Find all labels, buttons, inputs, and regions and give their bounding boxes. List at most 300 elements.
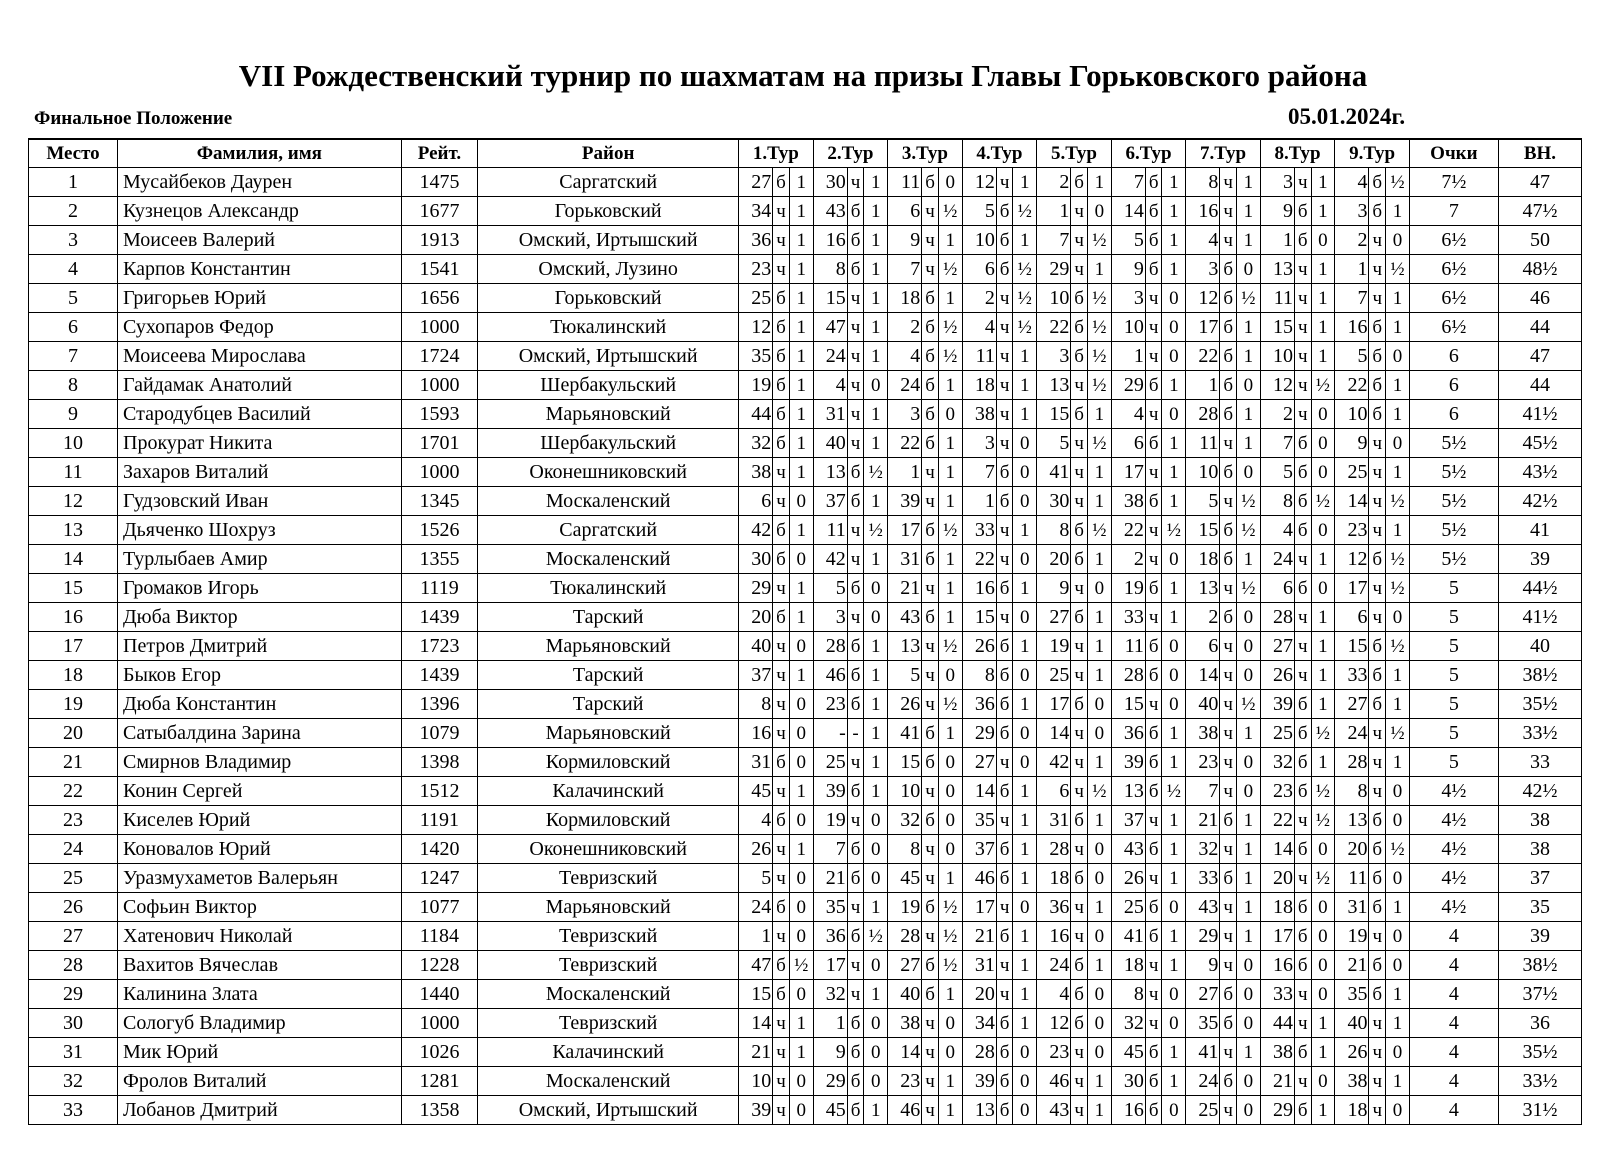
opponent-cell: 10 bbox=[1260, 342, 1294, 371]
result-cell: ½ bbox=[938, 516, 962, 545]
player-name-cell: Хатенович Николай bbox=[118, 922, 402, 951]
points-cell: 5 bbox=[1409, 574, 1498, 603]
color-cell: б bbox=[996, 835, 1013, 864]
result-cell: 1 bbox=[1013, 574, 1037, 603]
color-cell: б bbox=[922, 748, 939, 777]
color-cell: ч bbox=[1294, 255, 1311, 284]
points-cell: 5½ bbox=[1409, 429, 1498, 458]
opponent-cell: 44 bbox=[1260, 1009, 1294, 1038]
opponent-cell: 29 bbox=[1111, 371, 1145, 400]
color-cell: ч bbox=[1369, 1009, 1386, 1038]
color-cell: б bbox=[922, 603, 939, 632]
table-row bbox=[29, 864, 1582, 893]
color-cell: ч bbox=[1294, 661, 1311, 690]
result-cell: 0 bbox=[1311, 574, 1335, 603]
points-cell: 5 bbox=[1409, 719, 1498, 748]
color-cell: б bbox=[1220, 1067, 1237, 1096]
color-cell: ч bbox=[996, 545, 1013, 574]
opponent-cell: 19 bbox=[813, 806, 847, 835]
color-cell: б bbox=[1071, 516, 1088, 545]
header-name: Фамилия, имя bbox=[118, 139, 402, 168]
color-cell: б bbox=[922, 951, 939, 980]
opponent-cell: 13 bbox=[1260, 255, 1294, 284]
result-cell: 0 bbox=[1162, 690, 1186, 719]
result-cell: 0 bbox=[1162, 661, 1186, 690]
color-cell: б bbox=[1294, 922, 1311, 951]
result-cell: ½ bbox=[1236, 516, 1260, 545]
color-cell: б bbox=[1369, 980, 1386, 1009]
opponent-cell: 37 bbox=[739, 661, 773, 690]
result-cell: 1 bbox=[864, 400, 888, 429]
opponent-cell: 41 bbox=[1186, 1038, 1220, 1067]
result-cell: 1 bbox=[1087, 632, 1111, 661]
color-cell: ч bbox=[773, 1009, 790, 1038]
color-cell: б bbox=[1294, 835, 1311, 864]
result-cell: 1 bbox=[1311, 545, 1335, 574]
opponent-cell: 16 bbox=[813, 226, 847, 255]
opponent-cell: 45 bbox=[813, 1096, 847, 1125]
opponent-cell: 33 bbox=[1260, 980, 1294, 1009]
opponent-cell: 22 bbox=[1260, 806, 1294, 835]
color-cell: ч bbox=[1145, 284, 1162, 313]
opponent-cell: 4 bbox=[813, 371, 847, 400]
result-cell: ½ bbox=[1013, 284, 1037, 313]
header-round-7: 7.Тур bbox=[1186, 139, 1261, 168]
result-cell: 0 bbox=[938, 748, 962, 777]
result-cell: 1 bbox=[789, 226, 813, 255]
opponent-cell: 37 bbox=[813, 487, 847, 516]
place-cell: 10 bbox=[29, 429, 118, 458]
result-cell: ½ bbox=[1386, 835, 1410, 864]
result-cell: 0 bbox=[1311, 893, 1335, 922]
color-cell: ч bbox=[1071, 748, 1088, 777]
opponent-cell: 18 bbox=[888, 284, 922, 313]
result-cell: 1 bbox=[1236, 835, 1260, 864]
tiebreak-cell: 33½ bbox=[1498, 1067, 1581, 1096]
result-cell: 1 bbox=[1386, 313, 1410, 342]
color-cell: ч bbox=[1294, 1009, 1311, 1038]
table-row bbox=[29, 922, 1582, 951]
result-cell: ½ bbox=[1236, 574, 1260, 603]
result-cell: 0 bbox=[864, 574, 888, 603]
result-cell: 1 bbox=[789, 342, 813, 371]
points-cell: 5 bbox=[1409, 603, 1498, 632]
result-cell: 1 bbox=[1013, 690, 1037, 719]
district-cell: Тевризский bbox=[478, 922, 739, 951]
opponent-cell: 17 bbox=[1186, 313, 1220, 342]
result-cell: ½ bbox=[1162, 777, 1186, 806]
tiebreak-cell: 47 bbox=[1498, 168, 1581, 197]
opponent-cell: 8 bbox=[962, 661, 996, 690]
opponent-cell: 24 bbox=[813, 342, 847, 371]
opponent-cell: 1 bbox=[1335, 255, 1369, 284]
color-cell: б bbox=[1145, 835, 1162, 864]
opponent-cell: 19 bbox=[1111, 574, 1145, 603]
opponent-cell: 30 bbox=[1037, 487, 1071, 516]
opponent-cell: 20 bbox=[739, 603, 773, 632]
color-cell: б bbox=[922, 516, 939, 545]
result-cell: ½ bbox=[938, 632, 962, 661]
result-cell: 0 bbox=[1236, 1067, 1260, 1096]
player-name-cell: Захаров Виталий bbox=[118, 458, 402, 487]
player-name-cell: Вахитов Вячеслав bbox=[118, 951, 402, 980]
result-cell: 1 bbox=[1013, 516, 1037, 545]
district-cell: Москаленский bbox=[478, 1067, 739, 1096]
opponent-cell: 9 bbox=[1037, 574, 1071, 603]
rating-cell: 1345 bbox=[401, 487, 478, 516]
result-cell: 1 bbox=[1236, 342, 1260, 371]
result-cell: 0 bbox=[1162, 313, 1186, 342]
color-cell: б bbox=[1220, 603, 1237, 632]
opponent-cell: 4 bbox=[1260, 516, 1294, 545]
opponent-cell: 10 bbox=[1111, 313, 1145, 342]
result-cell: 0 bbox=[1236, 777, 1260, 806]
opponent-cell: 11 bbox=[962, 342, 996, 371]
opponent-cell: 25 bbox=[1335, 458, 1369, 487]
color-cell: ч bbox=[847, 893, 864, 922]
result-cell: 1 bbox=[789, 284, 813, 313]
color-cell: б bbox=[1369, 342, 1386, 371]
color-cell: ч bbox=[1145, 458, 1162, 487]
rating-cell: 1656 bbox=[401, 284, 478, 313]
opponent-cell: 38 bbox=[1335, 1067, 1369, 1096]
points-cell: 4½ bbox=[1409, 777, 1498, 806]
opponent-cell: 23 bbox=[1186, 748, 1220, 777]
result-cell: 1 bbox=[938, 371, 962, 400]
opponent-cell: 17 bbox=[1335, 574, 1369, 603]
result-cell: 1 bbox=[1162, 487, 1186, 516]
place-cell: 5 bbox=[29, 284, 118, 313]
color-cell: ч bbox=[1294, 545, 1311, 574]
place-cell: 1 bbox=[29, 168, 118, 197]
color-cell: ч bbox=[1071, 255, 1088, 284]
result-cell: 0 bbox=[1087, 864, 1111, 893]
place-cell: 29 bbox=[29, 980, 118, 1009]
opponent-cell: 45 bbox=[739, 777, 773, 806]
district-cell: Омский, Иртышский bbox=[478, 1096, 739, 1125]
result-cell: 1 bbox=[1087, 255, 1111, 284]
points-cell: 6 bbox=[1409, 342, 1498, 371]
result-cell: 1 bbox=[789, 661, 813, 690]
color-cell: ч bbox=[1071, 632, 1088, 661]
opponent-cell: 10 bbox=[1335, 400, 1369, 429]
result-cell: ½ bbox=[1386, 632, 1410, 661]
opponent-cell: 7 bbox=[888, 255, 922, 284]
color-cell: ч bbox=[1294, 603, 1311, 632]
color-cell: ч bbox=[1071, 893, 1088, 922]
result-cell: 0 bbox=[938, 777, 962, 806]
result-cell: ½ bbox=[1087, 284, 1111, 313]
points-cell: 7 bbox=[1409, 197, 1498, 226]
result-cell: 1 bbox=[864, 487, 888, 516]
result-cell: ½ bbox=[1087, 342, 1111, 371]
color-cell: ч bbox=[922, 661, 939, 690]
result-cell: 0 bbox=[1013, 748, 1037, 777]
result-cell: 1 bbox=[1162, 168, 1186, 197]
result-cell: 1 bbox=[864, 1096, 888, 1125]
color-cell: ч bbox=[773, 719, 790, 748]
player-name-cell: Карпов Константин bbox=[118, 255, 402, 284]
result-cell: ½ bbox=[1087, 371, 1111, 400]
result-cell: 1 bbox=[1386, 980, 1410, 1009]
table-row bbox=[29, 574, 1582, 603]
result-cell: 1 bbox=[864, 719, 888, 748]
result-cell: 0 bbox=[864, 835, 888, 864]
opponent-cell: 10 bbox=[1186, 458, 1220, 487]
color-cell: б bbox=[1145, 487, 1162, 516]
color-cell: ч bbox=[1220, 951, 1237, 980]
color-cell: ч bbox=[996, 893, 1013, 922]
result-cell: 1 bbox=[938, 719, 962, 748]
result-cell: 1 bbox=[1013, 922, 1037, 951]
result-cell: 0 bbox=[1087, 835, 1111, 864]
color-cell: ч bbox=[847, 371, 864, 400]
tiebreak-cell: 50 bbox=[1498, 226, 1581, 255]
result-cell: 1 bbox=[864, 342, 888, 371]
opponent-cell: 7 bbox=[962, 458, 996, 487]
opponent-cell: 1 bbox=[813, 1009, 847, 1038]
result-cell: 1 bbox=[938, 1096, 962, 1125]
opponent-cell: 22 bbox=[1335, 371, 1369, 400]
result-cell: 1 bbox=[1236, 226, 1260, 255]
rating-cell: 1724 bbox=[401, 342, 478, 371]
result-cell: 1 bbox=[1236, 1038, 1260, 1067]
opponent-cell: 11 bbox=[1111, 632, 1145, 661]
color-cell: б bbox=[1145, 574, 1162, 603]
result-cell: 0 bbox=[1087, 980, 1111, 1009]
color-cell: ч bbox=[1369, 719, 1386, 748]
result-cell: 0 bbox=[938, 806, 962, 835]
opponent-cell: 26 bbox=[888, 690, 922, 719]
color-cell: ч bbox=[922, 632, 939, 661]
district-cell: Саргатский bbox=[478, 516, 739, 545]
result-cell: 0 bbox=[1087, 197, 1111, 226]
district-cell: Оконешниковский bbox=[478, 458, 739, 487]
opponent-cell: 24 bbox=[1186, 1067, 1220, 1096]
district-cell: Кормиловский bbox=[478, 806, 739, 835]
color-cell: ч bbox=[1369, 487, 1386, 516]
color-cell: ч bbox=[1071, 835, 1088, 864]
result-cell: 0 bbox=[938, 835, 962, 864]
table-row bbox=[29, 197, 1582, 226]
color-cell: б bbox=[996, 719, 1013, 748]
color-cell: ч bbox=[922, 574, 939, 603]
opponent-cell: 2 bbox=[1111, 545, 1145, 574]
color-cell: ч bbox=[1369, 777, 1386, 806]
color-cell: б bbox=[773, 429, 790, 458]
tiebreak-cell: 44 bbox=[1498, 313, 1581, 342]
color-cell: б bbox=[1145, 922, 1162, 951]
points-cell: 4 bbox=[1409, 951, 1498, 980]
result-cell: 1 bbox=[1311, 690, 1335, 719]
result-cell: ½ bbox=[938, 313, 962, 342]
result-cell: 1 bbox=[1162, 574, 1186, 603]
opponent-cell: 37 bbox=[1111, 806, 1145, 835]
color-cell: б bbox=[1145, 197, 1162, 226]
color-cell: б bbox=[1369, 371, 1386, 400]
opponent-cell: 3 bbox=[1037, 342, 1071, 371]
tiebreak-cell: 41½ bbox=[1498, 603, 1581, 632]
opponent-cell: 5 bbox=[962, 197, 996, 226]
color-cell: б bbox=[1145, 1038, 1162, 1067]
opponent-cell: 5 bbox=[813, 574, 847, 603]
opponent-cell: 15 bbox=[1335, 632, 1369, 661]
opponent-cell: 3 bbox=[1335, 197, 1369, 226]
result-cell: 1 bbox=[1013, 777, 1037, 806]
rating-cell: 1247 bbox=[401, 864, 478, 893]
opponent-cell: 9 bbox=[813, 1038, 847, 1067]
result-cell: 1 bbox=[938, 458, 962, 487]
color-cell: ч bbox=[1145, 545, 1162, 574]
color-cell: б bbox=[1071, 545, 1088, 574]
player-name-cell: Софьин Виктор bbox=[118, 893, 402, 922]
district-cell: Кормиловский bbox=[478, 748, 739, 777]
opponent-cell: 47 bbox=[813, 313, 847, 342]
color-cell: ч bbox=[1145, 400, 1162, 429]
opponent-cell: 20 bbox=[1037, 545, 1071, 574]
opponent-cell: 9 bbox=[888, 226, 922, 255]
opponent-cell: 4 bbox=[1186, 226, 1220, 255]
place-cell: 30 bbox=[29, 1009, 118, 1038]
color-cell: б bbox=[1294, 458, 1311, 487]
opponent-cell: 42 bbox=[1037, 748, 1071, 777]
color-cell: б bbox=[1294, 893, 1311, 922]
result-cell: ½ bbox=[938, 197, 962, 226]
color-cell: ч bbox=[1145, 951, 1162, 980]
opponent-cell: 15 bbox=[813, 284, 847, 313]
color-cell: б bbox=[922, 342, 939, 371]
color-cell: б bbox=[1220, 545, 1237, 574]
result-cell: 0 bbox=[864, 806, 888, 835]
header-place: Место bbox=[29, 139, 118, 168]
color-cell: ч bbox=[1369, 603, 1386, 632]
district-cell: Калачинский bbox=[478, 777, 739, 806]
color-cell: ч bbox=[1220, 197, 1237, 226]
opponent-cell: 41 bbox=[888, 719, 922, 748]
result-cell: 0 bbox=[1386, 922, 1410, 951]
result-cell: 1 bbox=[1013, 835, 1037, 864]
color-cell: ч bbox=[847, 603, 864, 632]
result-cell: 1 bbox=[789, 777, 813, 806]
opponent-cell: 31 bbox=[962, 951, 996, 980]
table-row bbox=[29, 284, 1582, 313]
result-cell: 1 bbox=[1311, 284, 1335, 313]
color-cell: б bbox=[1220, 400, 1237, 429]
tiebreak-cell: 38½ bbox=[1498, 951, 1581, 980]
place-cell: 31 bbox=[29, 1038, 118, 1067]
opponent-cell: 31 bbox=[1037, 806, 1071, 835]
result-cell: 1 bbox=[1236, 545, 1260, 574]
opponent-cell: 46 bbox=[813, 661, 847, 690]
opponent-cell: 17 bbox=[1037, 690, 1071, 719]
color-cell: ч bbox=[1369, 516, 1386, 545]
tiebreak-cell: 33½ bbox=[1498, 719, 1581, 748]
result-cell: 1 bbox=[789, 603, 813, 632]
opponent-cell: 14 bbox=[739, 1009, 773, 1038]
color-cell: ч bbox=[847, 545, 864, 574]
opponent-cell: 16 bbox=[1111, 1096, 1145, 1125]
result-cell: 0 bbox=[789, 487, 813, 516]
result-cell: 0 bbox=[789, 980, 813, 1009]
color-cell: б bbox=[1369, 545, 1386, 574]
color-cell: ч bbox=[996, 313, 1013, 342]
player-name-cell: Гудзовский Иван bbox=[118, 487, 402, 516]
opponent-cell: 16 bbox=[1260, 951, 1294, 980]
color-cell: ч bbox=[1369, 1067, 1386, 1096]
result-cell: 1 bbox=[1013, 864, 1037, 893]
result-cell: 0 bbox=[1013, 545, 1037, 574]
result-cell: 1 bbox=[1311, 342, 1335, 371]
color-cell: ч bbox=[773, 922, 790, 951]
tiebreak-cell: 41½ bbox=[1498, 400, 1581, 429]
points-cell: 5 bbox=[1409, 632, 1498, 661]
result-cell: 0 bbox=[1162, 284, 1186, 313]
opponent-cell: 18 bbox=[1186, 545, 1220, 574]
opponent-cell: 32 bbox=[1111, 1009, 1145, 1038]
color-cell: б bbox=[1145, 777, 1162, 806]
opponent-cell: 6 bbox=[739, 487, 773, 516]
color-cell: б bbox=[1220, 980, 1237, 1009]
color-cell: б bbox=[1294, 487, 1311, 516]
opponent-cell: 35 bbox=[1335, 980, 1369, 1009]
table-subtitle: Финальное Положение bbox=[34, 108, 233, 129]
color-cell: ч bbox=[1071, 719, 1088, 748]
result-cell: 1 bbox=[789, 1009, 813, 1038]
opponent-cell: 3 bbox=[962, 429, 996, 458]
result-cell: 0 bbox=[938, 400, 962, 429]
tiebreak-cell: 35½ bbox=[1498, 690, 1581, 719]
header-round-6: 6.Тур bbox=[1111, 139, 1186, 168]
rating-cell: 1228 bbox=[401, 951, 478, 980]
color-cell: б bbox=[1369, 661, 1386, 690]
opponent-cell: 13 bbox=[1186, 574, 1220, 603]
result-cell: 1 bbox=[1236, 719, 1260, 748]
result-cell: 0 bbox=[1311, 429, 1335, 458]
result-cell: 1 bbox=[938, 1067, 962, 1096]
player-name-cell: Конин Сергей bbox=[118, 777, 402, 806]
result-cell: ½ bbox=[1013, 313, 1037, 342]
result-cell: 1 bbox=[1236, 429, 1260, 458]
result-cell: 1 bbox=[1162, 429, 1186, 458]
color-cell: б bbox=[1369, 893, 1386, 922]
points-cell: 4 bbox=[1409, 1009, 1498, 1038]
opponent-cell: 14 bbox=[1260, 835, 1294, 864]
header-round-1: 1.Тур bbox=[739, 139, 814, 168]
color-cell: б bbox=[1071, 806, 1088, 835]
color-cell: ч bbox=[1220, 893, 1237, 922]
table-row bbox=[29, 313, 1582, 342]
color-cell: ч bbox=[996, 603, 1013, 632]
opponent-cell: 23 bbox=[1037, 1038, 1071, 1067]
place-cell: 26 bbox=[29, 893, 118, 922]
district-cell: Марьяновский bbox=[478, 893, 739, 922]
place-cell: 3 bbox=[29, 226, 118, 255]
opponent-cell: 13 bbox=[1037, 371, 1071, 400]
color-cell: ч bbox=[922, 835, 939, 864]
color-cell: ч bbox=[773, 226, 790, 255]
opponent-cell: 31 bbox=[813, 400, 847, 429]
result-cell: 0 bbox=[789, 748, 813, 777]
opponent-cell: 9 bbox=[1186, 951, 1220, 980]
opponent-cell: 3 bbox=[1186, 255, 1220, 284]
opponent-cell: 3 bbox=[813, 603, 847, 632]
result-cell: 1 bbox=[1013, 951, 1037, 980]
result-cell: 1 bbox=[1162, 371, 1186, 400]
result-cell: 0 bbox=[1311, 516, 1335, 545]
rating-cell: 1000 bbox=[401, 313, 478, 342]
result-cell: 0 bbox=[864, 1067, 888, 1096]
color-cell: ч bbox=[1071, 371, 1088, 400]
